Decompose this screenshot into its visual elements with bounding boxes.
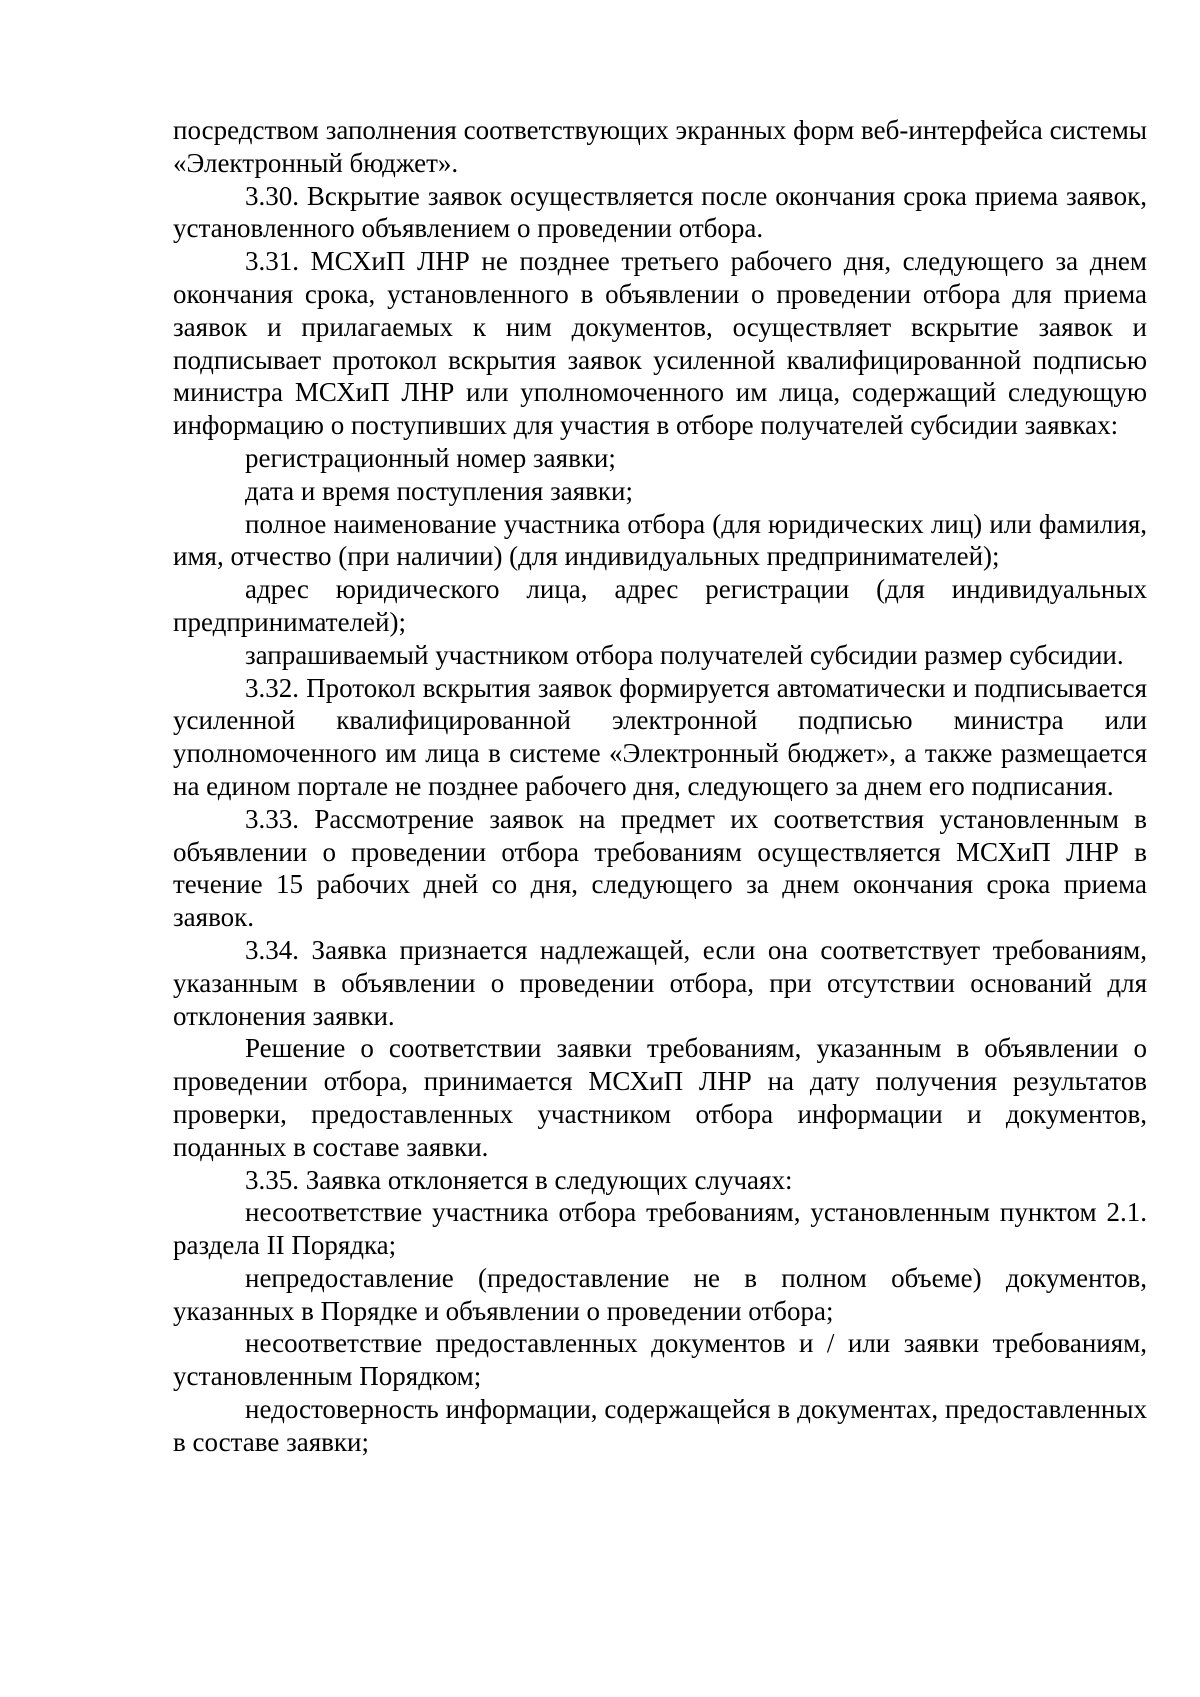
list-item-address: адрес юридического лица, адрес регистрации (для индивидуальных предпринимателей); [173,574,1147,637]
document-page [173,114,1147,1459]
paragraph-decision: Решение о соответствии заявки требованиям, указанным в объявлении о проведении отбора, принимается МСХиП ЛНР на дату получения результатов проверки, предоставленных участником отбора информации и документов, поданных в составе заявки. [173,1033,1147,1162]
paragraph-3-31: 3.31. МСХиП ЛНР не позднее третьего рабочего дня, следующего за днем окончания срока, установленного в объявлении о проведении отбора для приема заявок и прилагаемых к ним документов, осуществляет вскрытие заявок и подписывает протокол вскрытия заявок усиленной квалифицированной подписью министра МСХиП ЛНР или уполномоченного им лица, содержащий следующую информацию о поступивших для участия в отборе получателей субсидии заявках: [173,246,1147,441]
list-item-full-name: полное наименование участника отбора (для юридических лиц) или фамилия, имя, отчество (при наличии) (для индивидуальных предпринимателей); [173,508,1147,572]
list-item-date-time: дата и время поступления заявки; [245,475,633,506]
paragraph-3-30: 3.30. Вскрытие заявок осуществляется после окончания срока приема заявок, установленного объявлением о проведении отбора. [173,180,1147,244]
paragraph-3-35: 3.35. Заявка отклоняется в следующих случаях: [245,1164,793,1195]
list-item-rejection-documents: непредоставление (предоставление не в полном объеме) документов, указанных в Порядке и объявлении о проведении отбора; [173,1262,1147,1326]
paragraph-3-34: 3.34. Заявка признается надлежащей, если она соответствует требованиям, указанным в объявлении о проведении отбора, при отсутствии оснований для отклонения заявки. [173,934,1147,1031]
paragraph-3-32: 3.32. Протокол вскрытия заявок формируется автоматически и подписывается усиленной квалифицированной электронной подписью министра или уполномоченного им лица в системе «Электронный бюджет», а также размещается на едином портале не позднее рабочего дня, следующего за днем его подписания. [173,672,1147,801]
paragraph-continuation: посредством заполнения соответствующих экранных форм веб-интерфейса системы «Электронный бюджет». [173,115,1147,178]
paragraph-3-33: 3.33. Рассмотрение заявок на предмет их соответствия установленным в объявлении о проведении отбора требованиям осуществляется МСХиП ЛНР в течение 15 рабочих дней со дня, следующего за днем окончания срока приема заявок. [173,803,1147,933]
list-item-rejection-noncompliance: несоответствие предоставленных документов и / или заявки требованиям, установленным Порядком; [173,1328,1147,1392]
list-item-requested-amount: запрашиваемый участником отбора получателей субсидии размер субсидии. [245,639,1124,670]
list-item-rejection-requirements: несоответствие участника отбора требованиям, установленным пунктом 2.1. раздела II Порядка; [173,1197,1147,1261]
list-item-rejection-unreliable: недостоверность информации, содержащейся в документах, предоставленных в составе заявки; [173,1394,1147,1457]
list-item-registration-number: регистрационный номер заявки; [245,442,616,473]
